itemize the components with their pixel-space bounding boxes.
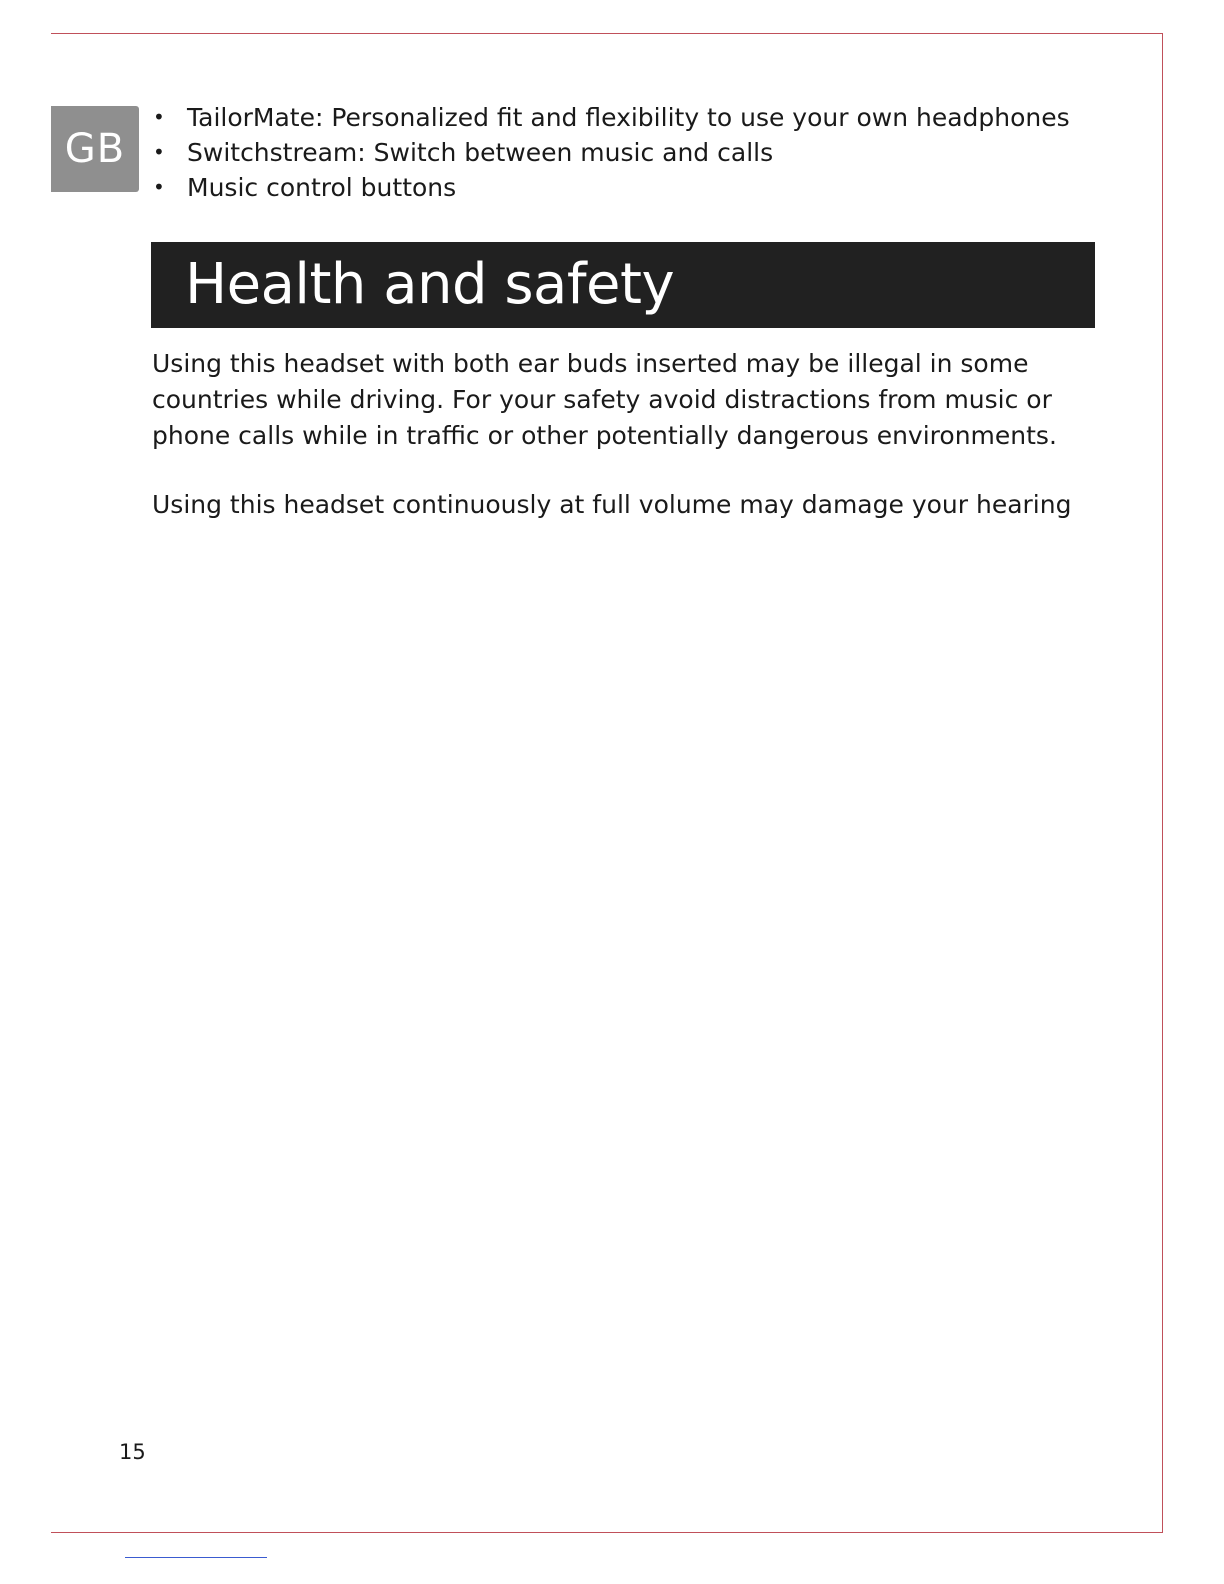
section-title: Health and safety (185, 252, 675, 317)
list-item (150, 135, 1070, 170)
safety-paragraph: Using this headset continuously at full volume may damage your hearing (152, 490, 1072, 519)
bullet-icon: • (153, 140, 165, 164)
bullet-icon: • (153, 175, 165, 199)
list-item (150, 100, 1070, 135)
bullet-icon: • (153, 105, 165, 129)
frame-top-line (51, 33, 1163, 34)
section-header-bar (151, 242, 1095, 328)
feature-text: Switchstream: Switch between music and calls (187, 138, 774, 167)
frame-right-line (1162, 33, 1163, 1533)
language-tab: GB (51, 106, 139, 192)
footer-line (125, 1557, 267, 1558)
page-number: 15 (119, 1440, 146, 1464)
frame-bottom-line (51, 1532, 1163, 1533)
list-item (150, 170, 1070, 205)
feature-text: TailorMate: Personalized fit and flexibility to use your own headphones (187, 103, 1070, 132)
feature-text: Music control buttons (187, 173, 457, 202)
safety-paragraph: Using this headset with both ear buds inserted may be illegal in some countries while driving. For your safety avoid distractions from music or phone calls while in traffic or other potentially dangerous environments. (152, 349, 1057, 450)
feature-list (150, 100, 1070, 205)
